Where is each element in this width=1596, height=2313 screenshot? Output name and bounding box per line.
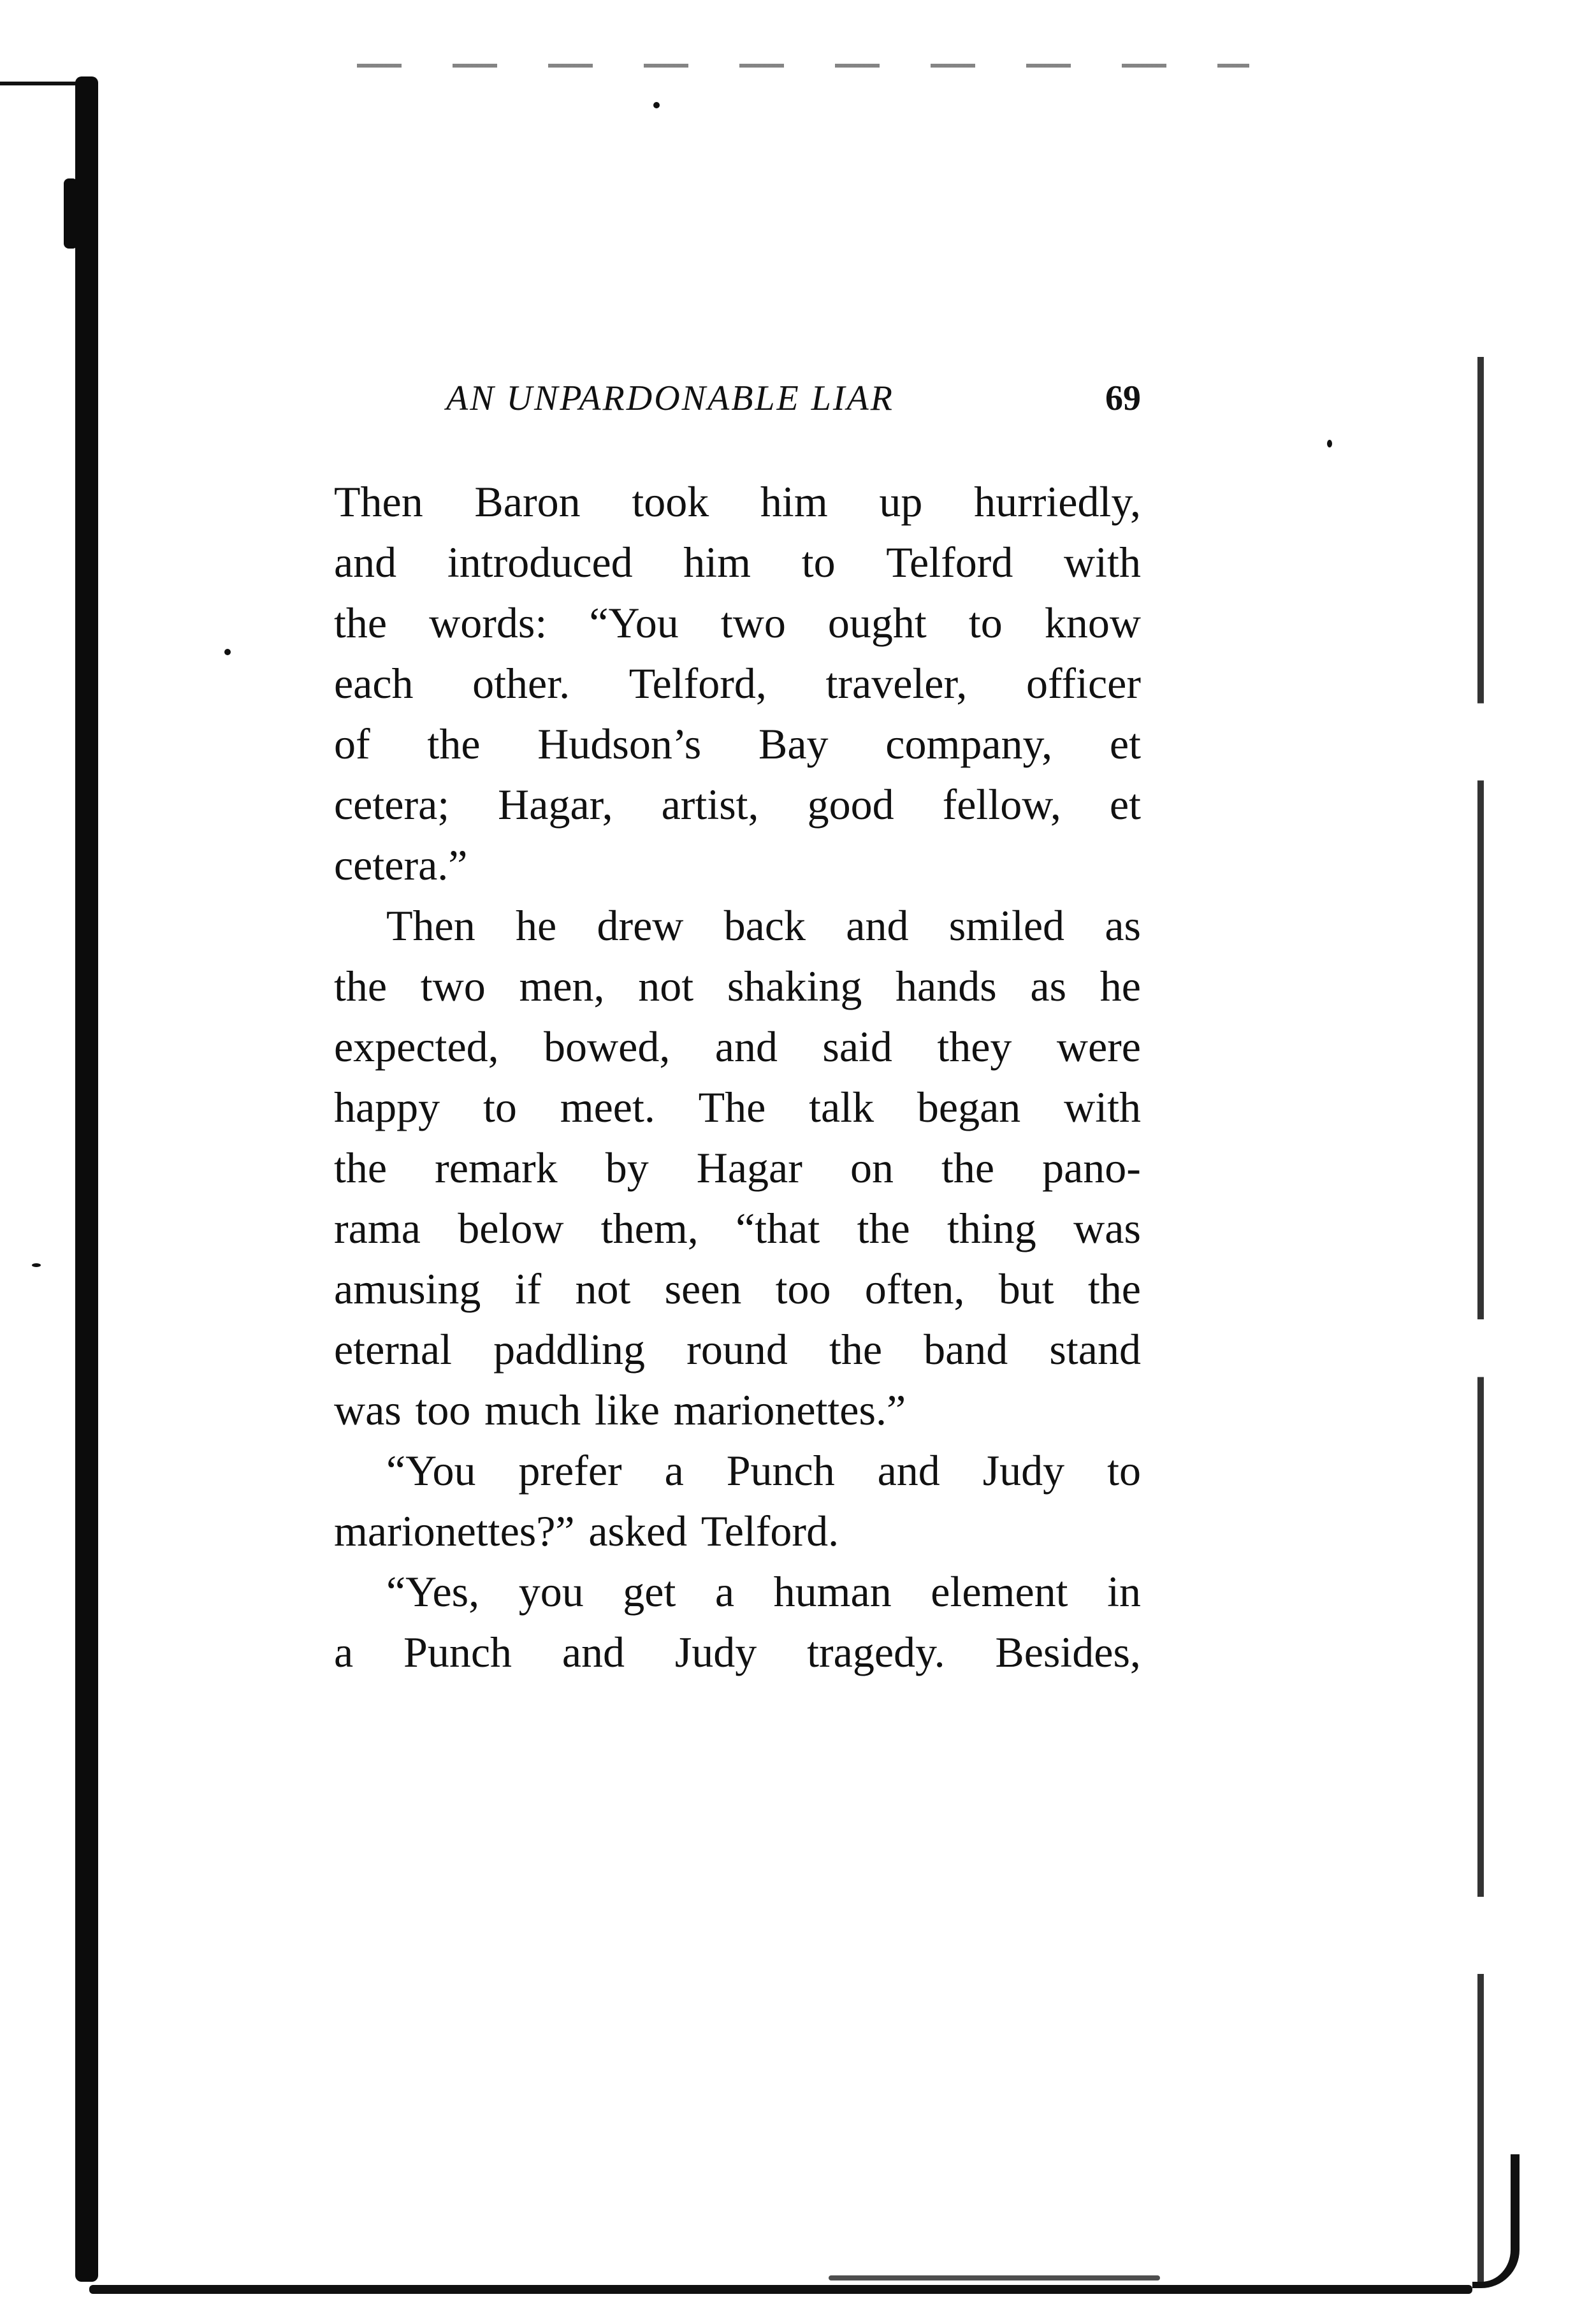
word: too [415, 1386, 471, 1434]
word: et [1109, 720, 1141, 768]
word: Punch [726, 1446, 835, 1495]
text-line [334, 1077, 1141, 1138]
word: thing [947, 1204, 1036, 1252]
word: and [715, 1022, 778, 1071]
word: to [968, 598, 1003, 647]
word: bowed, [544, 1022, 671, 1071]
word: Hagar, [498, 780, 613, 829]
word: each [334, 659, 414, 707]
word: but [998, 1265, 1054, 1313]
word: artist, [661, 780, 759, 829]
word: know [1044, 598, 1141, 647]
ink-speck [224, 649, 231, 655]
word: by [605, 1143, 649, 1192]
word: Then [386, 901, 475, 950]
ink-speck [653, 102, 660, 108]
ink-speck [32, 1263, 41, 1267]
word: “You [589, 598, 679, 647]
word: eternal [334, 1325, 452, 1374]
word: marionettes.” [673, 1386, 906, 1434]
body-text [334, 472, 1141, 1683]
word: paddling [493, 1325, 646, 1374]
word: element [931, 1567, 1068, 1616]
text-line [334, 1380, 1141, 1440]
text-line [334, 1259, 1141, 1319]
text-line [334, 1622, 1141, 1683]
text-line [334, 653, 1141, 714]
top-scan-noise [357, 64, 1249, 68]
bottom-scan-noise [829, 2275, 1160, 2280]
word: et [1109, 780, 1141, 829]
word: were [1056, 1022, 1141, 1071]
word: rama [334, 1204, 421, 1252]
word: the [334, 598, 388, 647]
word: “You [386, 1446, 476, 1495]
word: in [1107, 1567, 1141, 1616]
text-line [334, 1198, 1141, 1259]
word: the [1087, 1265, 1141, 1313]
word: the [334, 1143, 388, 1192]
word: often, [864, 1265, 965, 1313]
text-line [334, 1440, 1141, 1501]
word: like [595, 1386, 660, 1434]
word: Baron [474, 477, 581, 526]
word: to [482, 1083, 517, 1131]
word: The [698, 1083, 766, 1131]
text-line [334, 1562, 1141, 1622]
word: Judy [982, 1446, 1065, 1495]
word: they [937, 1022, 1012, 1071]
text-line [334, 835, 1141, 895]
word: words: [429, 598, 548, 647]
running-title: AN UNPARDONABLE LIAR [446, 379, 894, 418]
text-line [334, 774, 1141, 835]
word: cetera.” [334, 841, 468, 889]
word: with [1064, 1083, 1141, 1131]
word: pano- [1042, 1143, 1141, 1192]
word: with [1064, 538, 1141, 586]
word: happy [334, 1083, 440, 1131]
word: good [807, 780, 894, 829]
word: and [334, 538, 397, 586]
text-line [334, 714, 1141, 774]
word: was [334, 1386, 402, 1434]
word: up [879, 477, 923, 526]
word: a [664, 1446, 684, 1495]
word: a [715, 1567, 735, 1616]
right-page-curl [1472, 2154, 1520, 2288]
word: Judy [674, 1628, 757, 1676]
word: ought [827, 598, 927, 647]
word: back [723, 901, 806, 950]
word: Hagar [696, 1143, 802, 1192]
word: shaking [727, 962, 862, 1010]
word: hurriedly, [974, 477, 1141, 526]
word: marionettes?” [334, 1507, 575, 1555]
word: and [562, 1628, 625, 1676]
word: smiled [948, 901, 1065, 950]
left-binding-notch [64, 178, 78, 249]
word: human [773, 1567, 892, 1616]
word: Telford. [700, 1507, 839, 1555]
text-line [334, 956, 1141, 1017]
word: on [850, 1143, 894, 1192]
word: them, [600, 1204, 699, 1252]
word: Punch [403, 1628, 512, 1676]
word: and [846, 901, 909, 950]
word: get [623, 1567, 676, 1616]
ink-speck [1327, 440, 1332, 447]
word: if [514, 1265, 542, 1313]
text-line [334, 532, 1141, 593]
text-line [334, 1501, 1141, 1562]
word: Telford [886, 538, 1013, 586]
word: two [720, 598, 786, 647]
word: prefer [518, 1446, 622, 1495]
word: he [1099, 962, 1141, 1010]
word: you [518, 1567, 584, 1616]
word: seen [664, 1265, 742, 1313]
word: said [822, 1022, 892, 1071]
word: fellow, [942, 780, 1061, 829]
word: officer [1026, 659, 1141, 707]
word: “Yes, [386, 1567, 480, 1616]
word: the [941, 1143, 995, 1192]
word: the [427, 720, 481, 768]
text-line [334, 593, 1141, 653]
word: company, [885, 720, 1053, 768]
word: Telford, [628, 659, 767, 707]
word: not [575, 1265, 631, 1313]
word: the [334, 962, 388, 1010]
word: Bay [758, 720, 829, 768]
word: a [334, 1628, 354, 1676]
text-line [334, 1138, 1141, 1198]
right-page-edge [1477, 357, 1484, 2282]
left-binding-edge [75, 76, 98, 2282]
word: began [917, 1083, 1021, 1131]
word: much [484, 1386, 581, 1434]
word: to [1107, 1446, 1141, 1495]
word: took [632, 477, 709, 526]
word: cetera; [334, 780, 450, 829]
text-line [334, 1017, 1141, 1077]
text-line [334, 1319, 1141, 1380]
text-line [334, 895, 1141, 956]
word: expected, [334, 1022, 499, 1071]
word: meet. [560, 1083, 655, 1131]
word: two [420, 962, 486, 1010]
bottom-page-edge [89, 2285, 1472, 2294]
running-head [446, 376, 1141, 421]
word: traveler, [825, 659, 968, 707]
word: him [760, 477, 828, 526]
word: below [458, 1204, 564, 1252]
word: was [1073, 1204, 1141, 1252]
text-line [334, 472, 1141, 532]
word: tragedy. [807, 1628, 945, 1676]
word: other. [472, 659, 570, 707]
word: too [775, 1265, 831, 1313]
word: band [924, 1325, 1008, 1374]
word: stand [1049, 1325, 1141, 1374]
word: as [1105, 901, 1141, 950]
word: men, [519, 962, 605, 1010]
word: Hudson’s [537, 720, 702, 768]
word: drew [597, 901, 684, 950]
word: him [683, 538, 751, 586]
word: to [801, 538, 836, 586]
word: as [1030, 962, 1067, 1010]
word: the [829, 1325, 883, 1374]
page-number: 69 [1105, 379, 1141, 418]
word: remark [435, 1143, 558, 1192]
word: he [515, 901, 557, 950]
word: the [857, 1204, 910, 1252]
word: “that [736, 1204, 820, 1252]
word: not [638, 962, 694, 1010]
word: of [334, 720, 370, 768]
word: hands [896, 962, 997, 1010]
word: introduced [447, 538, 633, 586]
word: Then [334, 477, 423, 526]
word: Besides, [995, 1628, 1141, 1676]
word: talk [809, 1083, 874, 1131]
word: amusing [334, 1265, 481, 1313]
word: round [686, 1325, 788, 1374]
word: and [877, 1446, 940, 1495]
word: asked [588, 1507, 688, 1555]
